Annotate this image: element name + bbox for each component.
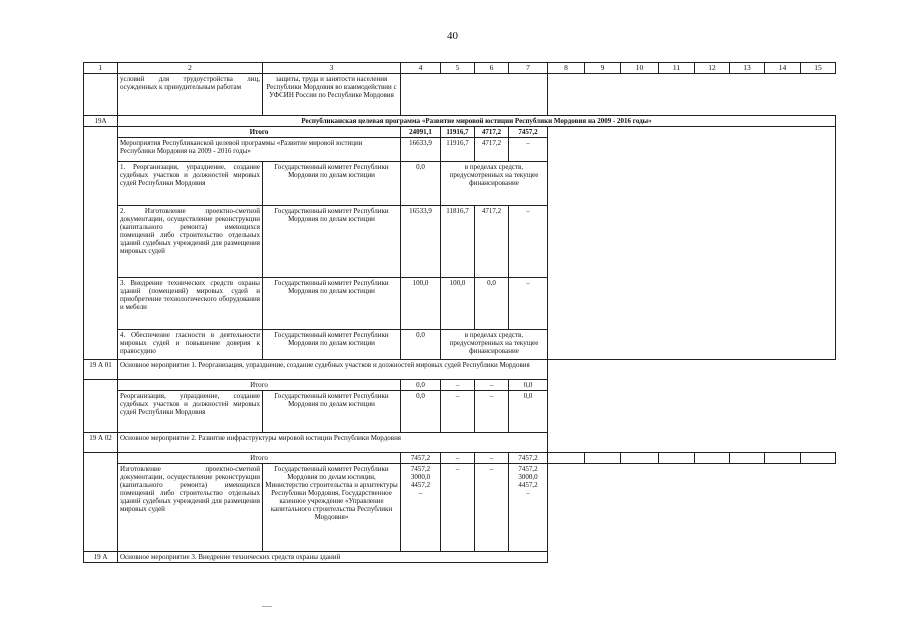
- value-cell: –: [441, 391, 475, 433]
- value-cell: 0,0: [401, 391, 441, 433]
- col-header: 5: [441, 63, 475, 74]
- col-header: 11: [659, 63, 695, 74]
- col-header: 14: [765, 63, 801, 74]
- col-header: 2: [118, 63, 263, 74]
- col-header: 10: [621, 63, 659, 74]
- row-code: 19А: [84, 116, 118, 127]
- program-title-row: [84, 116, 836, 127]
- value-cell: –: [475, 391, 509, 433]
- total-label: Итого: [118, 380, 401, 391]
- financing-note: в пределах средств, предусмотренных на текущее финансирование: [441, 162, 548, 206]
- value-cell: 7457,2: [401, 453, 441, 464]
- value-cell: –: [475, 464, 509, 552]
- executor-text: Государственный комитет Республики Мордовия по делам юстиции: [263, 391, 401, 433]
- program-title: Республиканская целевая программа «Развитие мировой юстиции Республики Мордовия на 2009 - 2016 годы»: [118, 116, 836, 127]
- measure-text: Изготовление проектно-сметной документации, осуществление реконструкции (капитального ремонта) имеющихся помещений либо строительство отдельных зданий судебных учреждений для размещения мировых судей: [118, 464, 263, 552]
- main-measure-title: Основное мероприятие 1. Реорганизация, упразднение, создание судебных участков и должностей мировых судей Республики Мордовия: [118, 360, 548, 380]
- executor-text: Государственный комитет Республики Мордовия по делам юстиции: [263, 330, 401, 360]
- value-cell: 7457,2: [509, 127, 548, 138]
- program-table: [83, 62, 836, 563]
- table-row: [84, 464, 836, 552]
- value-cell: 100,0: [441, 278, 475, 330]
- value-cell: 0,0: [509, 391, 548, 433]
- value-cell: –: [475, 380, 509, 391]
- value-cell: 0,0: [401, 162, 441, 206]
- total-row: [84, 453, 836, 464]
- measure-text: Реорганизация, упразднение, создание судебных участков и должностей мировых судей Республики Мордовия: [118, 391, 263, 433]
- value-cell: 11916,7: [441, 127, 475, 138]
- page-number: 40: [447, 30, 458, 42]
- executor-text: Государственный комитет Республики Мордовия по делам юстиции: [263, 162, 401, 206]
- value-cell: –: [475, 453, 509, 464]
- total-row: [84, 127, 836, 138]
- row-code: 19 А: [84, 552, 118, 563]
- value-cell: 0,0: [475, 278, 509, 330]
- row-code: 19 А 01: [84, 360, 118, 380]
- value-cell: –: [509, 206, 548, 278]
- value-cell: 4717,2: [475, 206, 509, 278]
- value-cell: 100,0: [401, 278, 441, 330]
- value-cell: 4717,2: [475, 138, 509, 162]
- main-measure-row: [84, 360, 836, 380]
- executor-text: Государственный комитет Республики Мордовия по делам юстиции, Министерство строительства и архитектуры Республики Мордовия, Государственное казенное учреждение «Управление капитального строительства Республики Мордовия»: [263, 464, 401, 552]
- measure-text: 4. Обеспечение гласности в деятельности мировых судей и повышение доверия к правосудию: [118, 330, 263, 360]
- executor-text: Государственный комитет Республики Мордовия по делам юстиции: [263, 278, 401, 330]
- executor-text: защиты, труда и занятости населения Республики Мордовия во взаимодействии с УФСИН России по Республике Мордовия: [263, 74, 401, 116]
- table-row: [84, 74, 836, 116]
- col-header: 6: [475, 63, 509, 74]
- measure-text: 1. Реорганизация, упразднение, создание судебных участков и должностей мировых судей Республики Мордовия: [118, 162, 263, 206]
- value-cell: 7457,2: [509, 453, 548, 464]
- col-header: 3: [263, 63, 401, 74]
- col-header: 15: [801, 63, 836, 74]
- value-cell: 16633,9: [401, 138, 441, 162]
- col-header: 12: [695, 63, 730, 74]
- value-cell: 7457,2 3000,0 4457,2 –: [401, 464, 441, 552]
- value-cell: 0,0: [509, 380, 548, 391]
- measure-text: 2. Изготовление проектно-сметной документации, осуществление реконструкции (капитального ремонта) имеющихся помещений либо строительство отдельных зданий судебных учреждений для размещения мировых судей: [118, 206, 263, 278]
- measure-text: условий для трудоустройства лиц, осужденных к принудительным работам: [118, 74, 263, 116]
- main-measure-row: [84, 433, 836, 453]
- value-cell: 0,0: [401, 330, 441, 360]
- value-cell: 7457,2 3000,0 4457,2 –: [509, 464, 548, 552]
- value-cell: 0,0: [401, 380, 441, 391]
- measure-text: 3. Внедрение технических средств охраны зданий (помещений) мировых судей и приобретение технологического оборудования и мебели: [118, 278, 263, 330]
- col-header: 9: [585, 63, 621, 74]
- total-label: Итого: [118, 127, 401, 138]
- total-label: Итого: [118, 453, 401, 464]
- financing-note: в пределах средств, предусмотренных на текущее финансирование: [441, 330, 548, 360]
- col-header: 7: [509, 63, 548, 74]
- executor-text: Государственный комитет Республики Мордовия по делам юстиции: [263, 206, 401, 278]
- main-measure-row: [84, 552, 836, 563]
- value-cell: –: [441, 453, 475, 464]
- main-measure-title: Основное мероприятие 2. Развитие инфраструктуры мировой юстиции Республики Мордовия: [118, 433, 548, 453]
- value-cell: 4717,2: [475, 127, 509, 138]
- column-number-row: [84, 63, 836, 74]
- value-cell: 16533,9: [401, 206, 441, 278]
- col-header: 1: [84, 63, 118, 74]
- value-cell: –: [509, 278, 548, 330]
- main-measure-title: Основное мероприятие 3. Внедрение технических средств охраны зданий: [118, 552, 548, 563]
- total-row: [84, 380, 836, 391]
- value-cell: 11916,7: [441, 138, 475, 162]
- value-cell: –: [509, 138, 548, 162]
- col-header: 13: [730, 63, 765, 74]
- value-cell: –: [441, 380, 475, 391]
- value-cell: –: [441, 464, 475, 552]
- measures-text: Мероприятия Республиканской целевой программы «Развитие мировой юстиции Республики Мордовия на 2009 - 2016 годы»: [118, 138, 401, 162]
- col-header: 8: [548, 63, 585, 74]
- footer-mark: [262, 606, 272, 607]
- row-code: 19 А 02: [84, 433, 118, 453]
- col-header: 4: [401, 63, 441, 74]
- value-cell: 24091,1: [401, 127, 441, 138]
- value-cell: 11816,7: [441, 206, 475, 278]
